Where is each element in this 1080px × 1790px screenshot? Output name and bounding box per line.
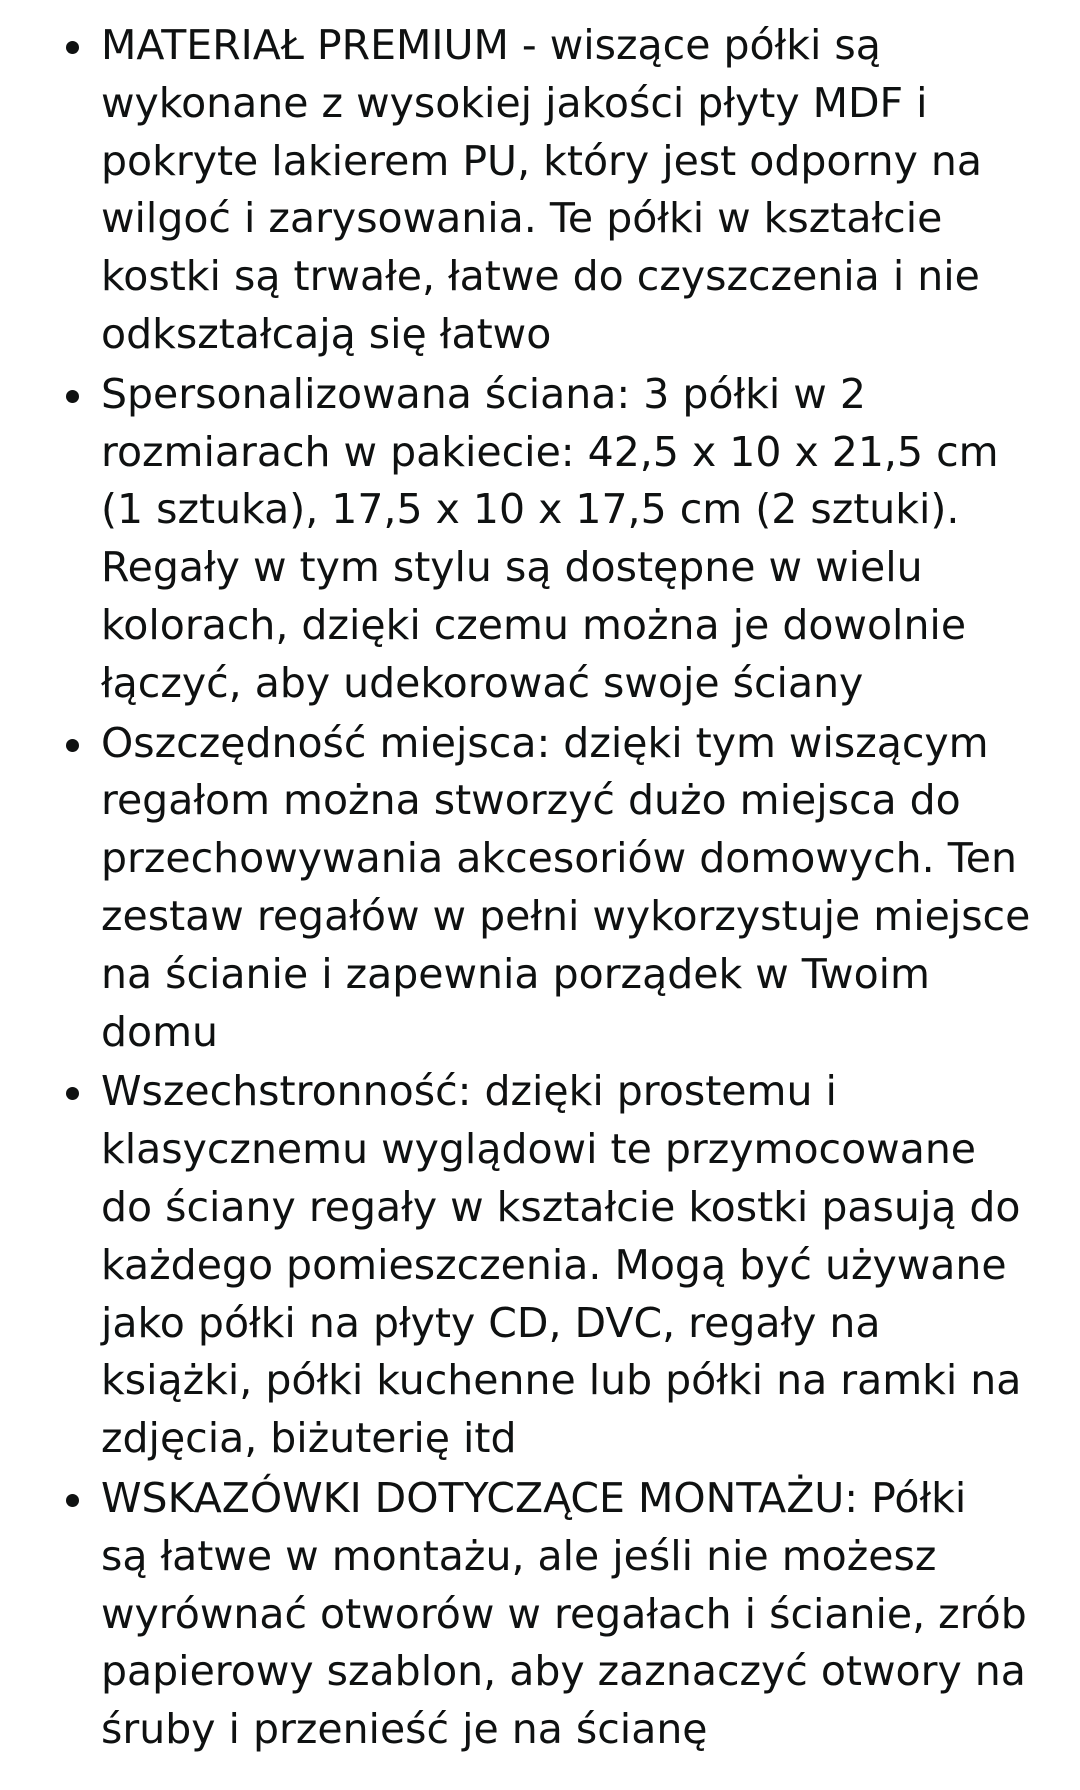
bullet-line: śruby i przenieść je na ścianę [101, 1705, 708, 1754]
feature-bullet-space-saving [0, 715, 1080, 1062]
feature-bullet-list [0, 17, 1080, 1759]
bullet-line: wykonane z wysokiej jakości płyty MDF i [101, 78, 928, 127]
feature-bullet-dimensions [0, 366, 1080, 713]
bullet-line: wilgoć i zarysowania. Te półki w kształcie [101, 194, 943, 243]
bullet-line: łączyć, aby udekorować swoje ściany [101, 658, 864, 707]
bullet-line: na ścianie i zapewnia porządek w Twoim [101, 949, 930, 998]
bullet-line: wyrównać otworów w regałach i ścianie, zrób [101, 1589, 1027, 1638]
bullet-line: rozmiarach w pakiecie: 42,5 x 10 x 21,5 cm [101, 427, 999, 476]
bullet-line: przechowywania akcesoriów domowych. Ten [101, 834, 1018, 883]
bullet-line: (1 sztuka), 17,5 x 10 x 17,5 cm (2 sztuki). [101, 485, 960, 534]
feature-bullet-material [0, 17, 1080, 364]
bullet-line: papierowy szablon, aby zaznaczyć otwory na [101, 1647, 1026, 1696]
bullet-icon [66, 41, 79, 54]
bullet-line: jako półki na płyty CD, DVC, regały na [101, 1298, 881, 1347]
bullet-line: zdjęcia, biżuterię itd [101, 1414, 517, 1463]
bullet-line: Wszechstronność: dzięki prostemu i [101, 1067, 837, 1116]
bullet-line: zestaw regałów w pełni wykorzystuje miejsce [101, 891, 1031, 940]
bullet-line: klasycznemu wyglądowi te przymocowane [101, 1125, 977, 1174]
bullet-line: książki, półki kuchenne lub półki na ramki na [101, 1356, 1022, 1405]
bullet-line: domu [101, 1007, 219, 1056]
bullet-line: do ściany regały w kształcie kostki pasują do [101, 1182, 1021, 1231]
bullet-line: Regały w tym stylu są dostępne w wielu [101, 543, 923, 592]
bullet-line: Oszczędność miejsca: dzięki tym wiszącym [101, 718, 989, 767]
bullet-line: WSKAZÓWKI DOTYCZĄCE MONTAŻU: Półki [101, 1473, 967, 1522]
bullet-line: MATERIAŁ PREMIUM - wiszące półki są [101, 21, 881, 69]
bullet-line: każdego pomieszczenia. Mogą być używane [101, 1240, 1007, 1289]
bullet-line: Spersonalizowana ściana: 3 półki w 2 [101, 369, 866, 418]
bullet-line: regałom można stworzyć dużo miejsca do [101, 776, 961, 825]
bullet-line: kostki są trwałe, łatwe do czyszczenia i nie [101, 252, 980, 301]
bullet-icon [66, 1087, 79, 1100]
bullet-line: odkształcają się łatwo [101, 309, 552, 358]
bullet-line: pokryte lakierem PU, który jest odporny na [101, 136, 983, 185]
feature-bullet-mounting-tips [0, 1470, 1080, 1759]
bullet-icon [66, 1494, 79, 1507]
feature-bullet-versatility [0, 1063, 1080, 1468]
bullet-line: kolorach, dzięki czemu można je dowolnie [101, 600, 967, 649]
bullet-icon [66, 390, 79, 403]
bullet-icon [66, 739, 79, 752]
bullet-line: są łatwe w montażu, ale jeśli nie możesz [101, 1531, 937, 1580]
